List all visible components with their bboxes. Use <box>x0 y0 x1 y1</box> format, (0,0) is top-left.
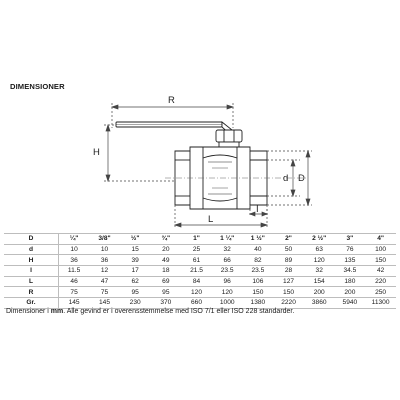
l-label: L <box>208 214 214 225</box>
d-large-label: D <box>298 173 305 184</box>
lever-handle <box>116 122 232 136</box>
stem-nut <box>216 130 242 149</box>
footnote-unit: mm <box>50 308 64 315</box>
row-label: Gr. <box>4 298 59 309</box>
h-label: H <box>93 147 100 158</box>
table-row <box>4 244 396 255</box>
table-cell: 75 <box>59 287 90 298</box>
table-row <box>4 255 396 266</box>
table-cell: 200 <box>304 287 335 298</box>
row-label: H <box>4 255 59 266</box>
table-header-cell: 3" <box>335 234 366 245</box>
table-cell: 10 <box>89 244 120 255</box>
table-cell: 1000 <box>212 298 243 309</box>
table-row <box>4 266 396 277</box>
row-label: L <box>4 276 59 287</box>
table-row <box>4 287 396 298</box>
table-header-cell: 1 ¼" <box>212 234 243 245</box>
footnote-prefix: Dimensioner i <box>6 308 51 315</box>
table-header-cell: 1" <box>181 234 212 245</box>
table-row <box>4 276 396 287</box>
table-cell: 42 <box>365 266 396 277</box>
table-cell: 89 <box>273 255 304 266</box>
table-cell: 21.5 <box>181 266 212 277</box>
row-label: R <box>4 287 59 298</box>
table-cell: 15 <box>120 244 151 255</box>
i-label: I <box>256 204 259 215</box>
table-cell: 11.5 <box>59 266 90 277</box>
table-cell: 36 <box>89 255 120 266</box>
table-cell: 150 <box>243 287 274 298</box>
table-header-cell: ¼" <box>59 234 90 245</box>
table-cell: 75 <box>89 287 120 298</box>
table-cell: 28 <box>273 266 304 277</box>
table-cell: 11300 <box>365 298 396 309</box>
table-header-cell: 2 ½" <box>304 234 335 245</box>
table-cell: 220 <box>365 276 396 287</box>
table-cell: 40 <box>243 244 274 255</box>
r-label: R <box>168 95 175 106</box>
table-cell: 145 <box>89 298 120 309</box>
row-label: I <box>4 266 59 277</box>
table-cell: 36 <box>59 255 90 266</box>
table-row <box>4 298 396 309</box>
table-header-cell: 3/8" <box>89 234 120 245</box>
table-cell: 63 <box>304 244 335 255</box>
table-cell: 370 <box>151 298 182 309</box>
table-header-cell: ¾" <box>151 234 182 245</box>
table-cell: 135 <box>335 255 366 266</box>
table-cell: 230 <box>120 298 151 309</box>
table-cell: 150 <box>273 287 304 298</box>
table-cell: 47 <box>89 276 120 287</box>
row-label: d <box>4 244 59 255</box>
table-cell: 106 <box>243 276 274 287</box>
table-cell: 145 <box>59 298 90 309</box>
table-cell: 3860 <box>304 298 335 309</box>
table-cell: 5940 <box>335 298 366 309</box>
footnote <box>6 308 294 315</box>
table-cell: 100 <box>365 244 396 255</box>
table-cell: 46 <box>59 276 90 287</box>
table-cell: 17 <box>120 266 151 277</box>
ball-valve-drawing <box>0 90 400 230</box>
table-cell: 62 <box>120 276 151 287</box>
table-header-cell: 2" <box>273 234 304 245</box>
table-cell: 127 <box>273 276 304 287</box>
table-cell: 96 <box>212 276 243 287</box>
table-cell: 84 <box>181 276 212 287</box>
d-small-label: d <box>283 173 289 184</box>
table-cell: 12 <box>89 266 120 277</box>
footnote-suffix: . Alle gevind er i overensstemmelse med ISO 7/1 eller ISO 228 standarder. <box>63 308 295 315</box>
table-header-cell: 1 ½" <box>243 234 274 245</box>
table-cell: 39 <box>120 255 151 266</box>
table-header-cell: ½" <box>120 234 151 245</box>
h-dimension <box>104 125 180 181</box>
table-cell: 82 <box>243 255 274 266</box>
table-cell: 66 <box>212 255 243 266</box>
table-header-cell: D <box>4 234 59 245</box>
table-cell: 95 <box>120 287 151 298</box>
table-cell: 200 <box>335 287 366 298</box>
table-cell: 23.5 <box>212 266 243 277</box>
table-cell: 32 <box>304 266 335 277</box>
table-header-row <box>4 234 396 245</box>
table-cell: 25 <box>181 244 212 255</box>
table-cell: 34.5 <box>335 266 366 277</box>
table-cell: 95 <box>151 287 182 298</box>
section-title: DIMENSIONER <box>10 82 65 91</box>
table-cell: 50 <box>273 244 304 255</box>
table-cell: 120 <box>212 287 243 298</box>
table-cell: 10 <box>59 244 90 255</box>
table-cell: 154 <box>304 276 335 287</box>
dimensions-table <box>4 233 396 309</box>
table-cell: 20 <box>151 244 182 255</box>
table-cell: 2220 <box>273 298 304 309</box>
table-cell: 61 <box>181 255 212 266</box>
table-cell: 150 <box>365 255 396 266</box>
table-cell: 120 <box>304 255 335 266</box>
table-cell: 69 <box>151 276 182 287</box>
table-cell: 660 <box>181 298 212 309</box>
table-cell: 32 <box>212 244 243 255</box>
table-cell: 49 <box>151 255 182 266</box>
table-cell: 120 <box>181 287 212 298</box>
table-header-cell: 4" <box>365 234 396 245</box>
table-cell: 250 <box>365 287 396 298</box>
table-cell: 76 <box>335 244 366 255</box>
table-cell: 1380 <box>243 298 274 309</box>
table-cell: 23.5 <box>243 266 274 277</box>
table-cell: 18 <box>151 266 182 277</box>
table-cell: 180 <box>335 276 366 287</box>
